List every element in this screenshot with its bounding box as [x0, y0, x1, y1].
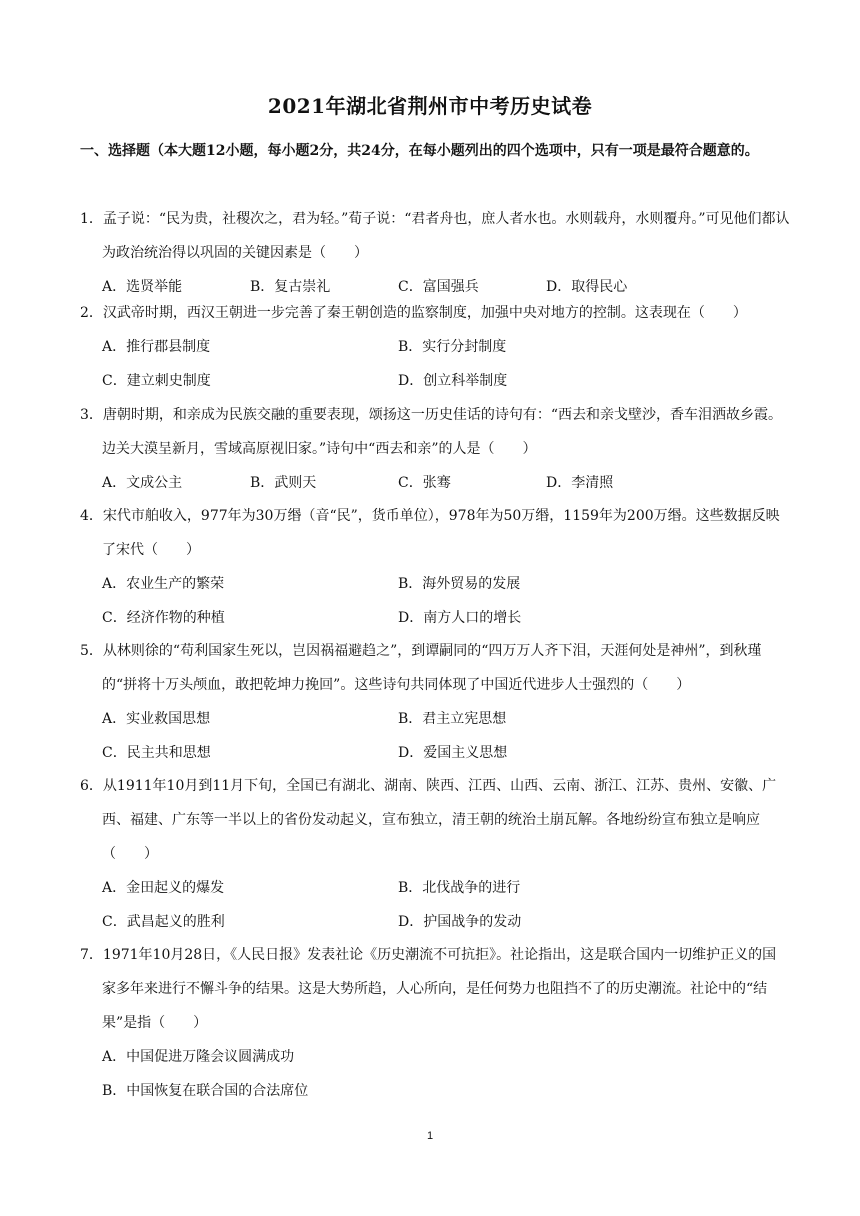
option-d: D．爱国主义思想 — [398, 745, 508, 761]
options — [102, 330, 790, 398]
option-c: C．富国强兵 — [398, 279, 479, 295]
option-c: C．张骞 — [398, 475, 451, 491]
option-d: D．创立科举制度 — [398, 373, 508, 389]
option-c: C．武昌起义的胜利 — [102, 914, 225, 930]
options — [102, 466, 790, 500]
option-c: C．民主共和思想 — [102, 745, 211, 761]
option-d: D．南方人口的增长 — [398, 610, 522, 626]
option-b: B．复古崇礼 — [250, 279, 331, 295]
question-stem: 6．从1911年10月到11月下旬，全国已有湖北、湖南、陕西、江西、山西、云南、浙江、江苏、贵州、安徽、广西、福建、广东等一半以上的省份发动起义，宣布独立，清王朝的统治土崩瓦解。各地纷纷宣布独立是响应（ ） — [80, 778, 777, 862]
options — [102, 567, 790, 635]
option-d: D．李清照 — [546, 475, 614, 491]
question-3 — [80, 398, 790, 500]
option-c: C．建立刺史制度 — [102, 373, 211, 389]
option-a: A．文成公主 — [102, 475, 183, 491]
options — [102, 871, 790, 939]
option-a: A．推行郡县制度 — [102, 339, 211, 355]
options — [102, 702, 790, 770]
question-1 — [80, 202, 790, 304]
question-stem: 5．从林则徐的“苟利国家生死以，岂因祸福避趋之”，到谭嗣同的“四万万人齐下泪，天涯何处是神州”，到秋瑾的“拼将十万头颅血，敢把乾坤力挽回”。这些诗句共同体现了中国近代进步人士强烈的（ ） — [80, 643, 762, 693]
option-a: A．中国促进万隆会议圆满成功 — [102, 1049, 295, 1065]
page-number: 1 — [426, 1130, 434, 1142]
page-title: 2021年湖北省荆州市中考历史试卷 — [267, 94, 593, 118]
option-d: D．取得民心 — [546, 279, 628, 295]
question-stem: 1．孟子说：“民为贵，社稷次之，君为轻。”荀子说：“君者舟也，庶人者水也。水则载舟，水则覆舟。”可见他们都认为政治统治得以巩固的关键因素是（ ） — [80, 211, 790, 261]
section-heading: 一、选择题（本大题12小题，每小题2分，共24分，在每小题列出的四个选项中，只有一项是最符合题意的。 — [80, 143, 759, 159]
option-a: A．金田起义的爆发 — [102, 880, 225, 896]
option-d: D．护国战争的发动 — [398, 914, 522, 930]
option-a: A．农业生产的繁荣 — [102, 576, 225, 592]
option-b: B．实行分封制度 — [398, 339, 507, 355]
options — [102, 1040, 790, 1108]
question-7 — [80, 938, 790, 1108]
question-stem: 3．唐朝时期，和亲成为民族交融的重要表现，颂扬这一历史佳话的诗句有：“西去和亲戈壁沙，香车泪洒故乡霞。边关大漠呈新月，雪域高原视旧家。”诗句中“西去和亲”的人是（ ） — [80, 407, 783, 457]
option-a: A．实业救国思想 — [102, 711, 211, 727]
option-b: B．海外贸易的发展 — [398, 576, 521, 592]
option-b: B．武则天 — [250, 475, 317, 491]
question-stem: 7．1971年10月28日，《人民日报》发表社论《历史潮流不可抗拒》。社论指出，这是联合国内一切维护正义的国家多年来进行不懈斗争的结果。这是大势所趋，人心所向，是任何势力也阻挡不了的历史潮流。社论中的“结果”是指（ ） — [80, 947, 777, 1031]
question-4 — [80, 499, 790, 635]
option-c: C．经济作物的种植 — [102, 610, 225, 626]
option-b: B．北伐战争的进行 — [398, 880, 521, 896]
option-a: A．选贤举能 — [102, 279, 183, 295]
option-b: B．君主立宪思想 — [398, 711, 507, 727]
question-stem: 4．宋代市舶收入，977年为30万缗（音“民”，货币单位），978年为50万缗，1159年为200万缗。这些数据反映了宋代（ ） — [80, 508, 780, 558]
question-2 — [80, 296, 790, 398]
question-stem: 2．汉武帝时期，西汉王朝进一步完善了秦王朝创造的监察制度，加强中央对地方的控制。这表现在（ ） — [80, 305, 747, 321]
question-6 — [80, 769, 790, 939]
question-5 — [80, 634, 790, 770]
option-b: B．中国恢复在联合国的合法席位 — [102, 1083, 309, 1099]
